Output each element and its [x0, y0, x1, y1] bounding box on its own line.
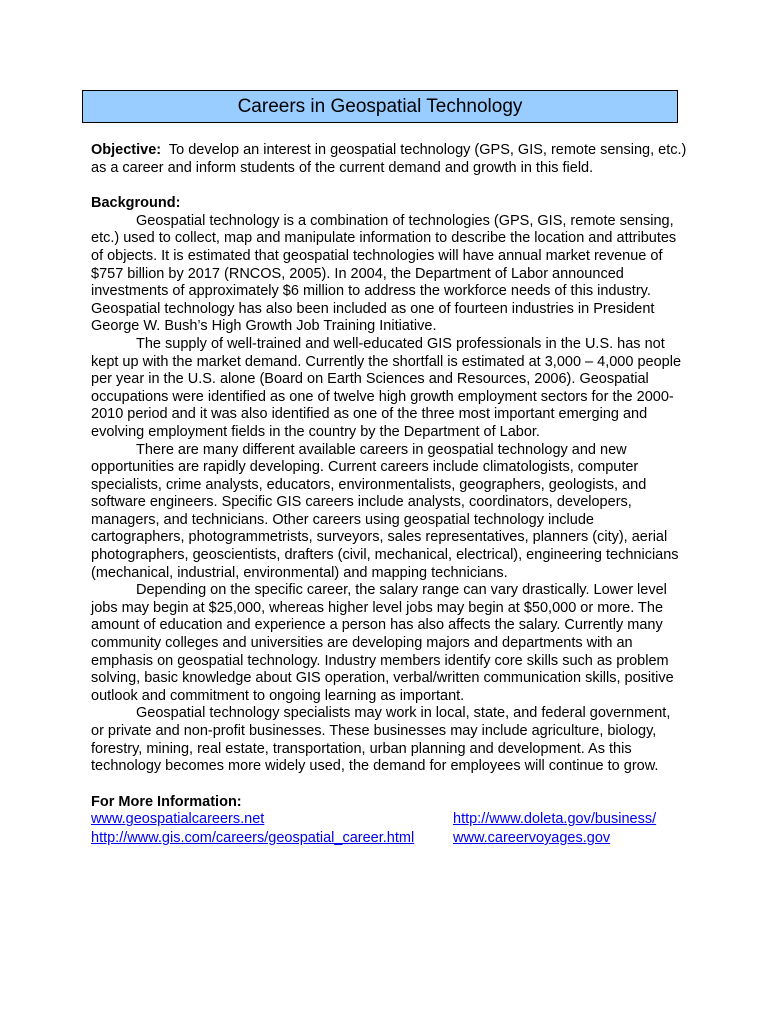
objective-text: To develop an interest in geospatial technology (GPS, GIS, remote sensing, etc.) as a career and inform students of the current demand and growth in this field. — [91, 142, 691, 176]
link-geospatialcareers[interactable]: www.geospatialcareers.net — [91, 811, 265, 828]
link-careervoyages[interactable]: www.careervoyages.gov — [453, 829, 611, 846]
more-information-section — [91, 794, 687, 848]
document-body — [91, 142, 691, 848]
background-paragraph: Geospatial technology is a combination of technologies (GPS, GIS, remote sensing, etc.) used to collect, map and manipulate information to describe the location and attributes of objects. It is estimated that geospatial technologies will have annual market revenue of $757 billion by 2017 (RNCOS, 2005). In 2004, the Department of Labor announced investments of approximately $6 million to address the workforce needs of this industry. Geospatial technology has also been included as one of fourteen industries in President George W. Bush’s High Growth Job Training Initiative. — [91, 212, 677, 335]
background-heading: Background: — [91, 195, 181, 212]
links-grid — [91, 811, 687, 847]
objective-label: Objective: — [91, 142, 162, 158]
link-doleta[interactable]: http://www.doleta.gov/business/ — [453, 811, 657, 828]
background-paragraph: Geospatial technology specialists may work in local, state, and federal government, or private and non-profit businesses. These businesses may include agriculture, biology, forestry, mining, real estate, transportation, urban planning and development. As this technology becomes more widely used, the demand for employees will continue to grow. — [91, 705, 671, 775]
background-paragraph: The supply of well-trained and well-educated GIS professionals in the U.S. has not kept up with the market demand. Currently the shortfall is estimated at 3,000 – 4,000 people per year in the U.S. alone (Board on Earth Sciences and Resources, 2006). Geospatial occupations were identified as one of twelve high growth employment sectors for the 2000-2010 period and it was also identified as one of the three most important emerging and evolving employment fields in the country by the Department of Labor. — [91, 335, 682, 440]
title-box — [82, 90, 678, 123]
page-title: Careers in Geospatial Technology — [237, 96, 523, 117]
background-paragraph: There are many different available careers in geospatial technology and new opportunities are rapidly developing. Current careers include climatologists, computer specialists, crime analysts, educators, environmentalists, geographers, geologists, and software engineers. Specific GIS careers include analysts, coordinators, developers, managers, and technicians. Other careers using geospatial technology include cartographers, photogrammetrists, surveyors, sales representatives, planners (city), aerial photographers, geoscientists, drafters (civil, mechanical, electrical), engineering technicians (mechanical, industrial, environmental) and mapping technicians. — [91, 441, 679, 581]
background-paragraph: Depending on the specific career, the salary range can vary drastically. Lower level jobs may begin at $25,000, whereas higher level jobs may begin at $50,000 or more. The amount of education and experience a person has also affects the salary. Currently many community colleges and universities are developing majors and departments with an emphasis on geospatial technology. Industry members identify core skills such as problem solving, basic knowledge about GIS operation, verbal/written communication skills, positive outlook and commitment to ongoing learning as important. — [91, 582, 674, 704]
more-information-heading: For More Information: — [91, 793, 242, 810]
objective-paragraph — [91, 142, 691, 177]
link-gis-careers[interactable]: http://www.gis.com/careers/geospatial_career.html — [91, 829, 415, 846]
